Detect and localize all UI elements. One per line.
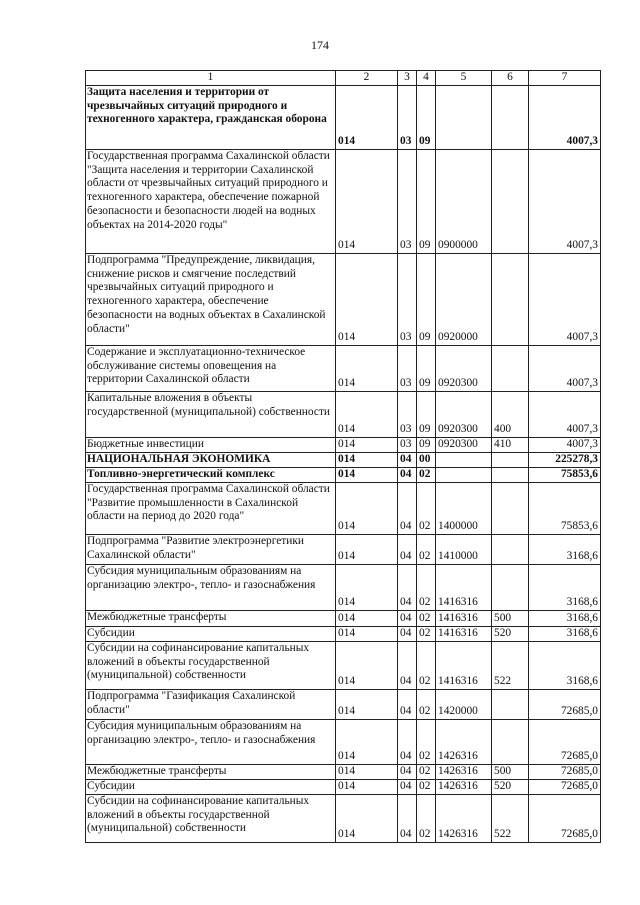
budget-table	[85, 70, 601, 843]
row-code-admin: 014	[336, 346, 398, 392]
row-subsection: 02	[417, 565, 436, 611]
table-row	[86, 392, 601, 438]
row-subsection: 02	[417, 627, 436, 642]
row-subsection: 02	[417, 642, 436, 690]
row-name: Субсидии на софинансирование капитальных вложений в объекты государственной (муниципальной) собственности	[86, 642, 336, 690]
row-section: 03	[398, 346, 417, 392]
row-name: Субсидии на софинансирование капитальных вложений в объекты государственной (муниципальной) собственности	[86, 795, 336, 843]
row-target: 1416316	[436, 642, 492, 690]
row-amount: 4007,3	[529, 346, 601, 392]
row-subsection: 02	[417, 720, 436, 765]
row-expense-type	[492, 453, 529, 468]
row-target: 1420000	[436, 690, 492, 720]
row-amount: 3168,6	[529, 611, 601, 627]
row-amount: 72685,0	[529, 780, 601, 795]
row-code-admin: 014	[336, 86, 398, 150]
row-amount: 4007,3	[529, 438, 601, 453]
row-code-admin: 014	[336, 438, 398, 453]
row-name: Капитальные вложения в объекты государственной (муниципальной) собственности	[86, 392, 336, 438]
col-header-1: 1	[86, 71, 336, 86]
row-target: 1416316	[436, 565, 492, 611]
row-name: Подпрограмма "Предупреждение, ликвидация, снижение рисков и смягчение последствий чрезвычайных ситуаций природного и техногенного характера, обеспечение безопасности на водных объектах в Сахалинской области"	[86, 254, 336, 346]
table-row	[86, 483, 601, 535]
row-code-admin: 014	[336, 150, 398, 254]
row-target: 0900000	[436, 150, 492, 254]
row-section: 03	[398, 254, 417, 346]
row-code-admin: 014	[336, 483, 398, 535]
row-section: 04	[398, 565, 417, 611]
row-expense-type: 520	[492, 780, 529, 795]
row-amount: 3168,6	[529, 535, 601, 565]
row-expense-type	[492, 720, 529, 765]
table-row	[86, 86, 601, 150]
row-amount: 3168,6	[529, 565, 601, 611]
row-subsection: 02	[417, 483, 436, 535]
table-row	[86, 611, 601, 627]
row-name: Субсидия муниципальным образованиям на организацию электро-, тепло- и газоснабжения	[86, 565, 336, 611]
table-row	[86, 346, 601, 392]
row-target	[436, 86, 492, 150]
row-name: Субсидии	[86, 780, 336, 795]
row-amount: 72685,0	[529, 690, 601, 720]
row-amount: 3168,6	[529, 627, 601, 642]
table-row	[86, 150, 601, 254]
row-target: 0920000	[436, 254, 492, 346]
row-section: 04	[398, 468, 417, 483]
row-amount: 4007,3	[529, 392, 601, 438]
table-row	[86, 254, 601, 346]
row-subsection: 09	[417, 392, 436, 438]
row-name: Подпрограмма "Газификация Сахалинской области"	[86, 690, 336, 720]
table-row	[86, 453, 601, 468]
header-row	[86, 71, 601, 86]
row-expense-type	[492, 468, 529, 483]
row-amount: 72685,0	[529, 795, 601, 843]
table-row	[86, 627, 601, 642]
row-section: 03	[398, 86, 417, 150]
row-section: 04	[398, 535, 417, 565]
table-row	[86, 438, 601, 453]
row-target	[436, 468, 492, 483]
table-row	[86, 468, 601, 483]
row-expense-type: 522	[492, 642, 529, 690]
row-name: Государственная программа Сахалинской области "Защита населения и территории Сахалинской области от чрезвычайных ситуаций природного и техногенного характера, обеспечение пожарной безопасности и безопасности людей на водных объектах на 2014-2020 годы"	[86, 150, 336, 254]
row-section: 04	[398, 795, 417, 843]
row-name: Подпрограмма "Развитие электроэнергетики Сахалинской области"	[86, 535, 336, 565]
row-name: Межбюджетные трансферты	[86, 765, 336, 780]
row-expense-type: 522	[492, 795, 529, 843]
col-header-4: 4	[417, 71, 436, 86]
row-section: 04	[398, 453, 417, 468]
row-expense-type: 520	[492, 627, 529, 642]
table-row	[86, 780, 601, 795]
row-section: 03	[398, 392, 417, 438]
row-name: Содержание и эксплуатационно-техническое обслуживание системы оповещения на территории Сахалинской области	[86, 346, 336, 392]
col-header-7: 7	[529, 71, 601, 86]
row-subsection: 02	[417, 780, 436, 795]
row-expense-type: 500	[492, 765, 529, 780]
col-header-6: 6	[492, 71, 529, 86]
row-amount: 72685,0	[529, 720, 601, 765]
row-code-admin: 014	[336, 535, 398, 565]
row-subsection: 02	[417, 468, 436, 483]
row-subsection: 02	[417, 795, 436, 843]
row-expense-type	[492, 150, 529, 254]
row-section: 04	[398, 642, 417, 690]
row-section: 04	[398, 483, 417, 535]
row-name: Государственная программа Сахалинской области "Развитие промышленности в Сахалинской области на период до 2020 года"	[86, 483, 336, 535]
row-target: 1416316	[436, 627, 492, 642]
table-row	[86, 765, 601, 780]
table-row	[86, 535, 601, 565]
row-subsection: 09	[417, 438, 436, 453]
row-code-admin: 014	[336, 254, 398, 346]
row-section: 04	[398, 780, 417, 795]
row-subsection: 09	[417, 86, 436, 150]
row-code-admin: 014	[336, 453, 398, 468]
row-subsection: 02	[417, 765, 436, 780]
table-row	[86, 642, 601, 690]
row-expense-type	[492, 483, 529, 535]
row-section: 03	[398, 438, 417, 453]
row-code-admin: 014	[336, 468, 398, 483]
row-expense-type	[492, 254, 529, 346]
row-code-admin: 014	[336, 780, 398, 795]
row-subsection: 09	[417, 254, 436, 346]
row-section: 04	[398, 720, 417, 765]
row-name: Защита населения и территории от чрезвычайных ситуаций природного и техногенного характера, гражданская оборона	[86, 86, 336, 150]
row-amount: 4007,3	[529, 86, 601, 150]
col-header-5: 5	[436, 71, 492, 86]
row-name: Межбюджетные трансферты	[86, 611, 336, 627]
row-target: 1410000	[436, 535, 492, 565]
row-section: 04	[398, 765, 417, 780]
row-code-admin: 014	[336, 795, 398, 843]
row-amount: 225278,3	[529, 453, 601, 468]
row-section: 03	[398, 150, 417, 254]
row-target: 0920300	[436, 438, 492, 453]
row-code-admin: 014	[336, 392, 398, 438]
row-target	[436, 453, 492, 468]
row-code-admin: 014	[336, 720, 398, 765]
row-target: 1400000	[436, 483, 492, 535]
row-amount: 4007,3	[529, 150, 601, 254]
row-subsection: 09	[417, 346, 436, 392]
row-target: 1426316	[436, 765, 492, 780]
row-code-admin: 014	[336, 565, 398, 611]
row-section: 04	[398, 611, 417, 627]
row-name: Субсидии	[86, 627, 336, 642]
row-code-admin: 014	[336, 611, 398, 627]
row-amount: 3168,6	[529, 642, 601, 690]
row-name: Бюджетные инвестиции	[86, 438, 336, 453]
row-name: Субсидия муниципальным образованиям на организацию электро-, тепло- и газоснабжения	[86, 720, 336, 765]
row-code-admin: 014	[336, 627, 398, 642]
row-subsection: 09	[417, 150, 436, 254]
row-amount: 75853,6	[529, 468, 601, 483]
row-target: 1416316	[436, 611, 492, 627]
row-code-admin: 014	[336, 690, 398, 720]
page-number: 174	[311, 38, 329, 52]
row-target: 1426316	[436, 720, 492, 765]
row-expense-type	[492, 86, 529, 150]
row-section: 04	[398, 627, 417, 642]
row-expense-type	[492, 346, 529, 392]
row-name: Топливно-энергетический комплекс	[86, 468, 336, 483]
row-expense-type	[492, 535, 529, 565]
row-subsection: 02	[417, 611, 436, 627]
table-row	[86, 565, 601, 611]
row-amount: 72685,0	[529, 765, 601, 780]
row-expense-type: 410	[492, 438, 529, 453]
row-target: 1426316	[436, 795, 492, 843]
row-expense-type	[492, 690, 529, 720]
table-row	[86, 720, 601, 765]
row-name: НАЦИОНАЛЬНАЯ ЭКОНОМИКА	[86, 453, 336, 468]
row-amount: 75853,6	[529, 483, 601, 535]
row-expense-type: 500	[492, 611, 529, 627]
row-amount: 4007,3	[529, 254, 601, 346]
row-code-admin: 014	[336, 642, 398, 690]
row-target: 0920300	[436, 392, 492, 438]
row-target: 0920300	[436, 346, 492, 392]
row-target: 1426316	[436, 780, 492, 795]
row-subsection: 00	[417, 453, 436, 468]
col-header-2: 2	[336, 71, 398, 86]
row-expense-type: 400	[492, 392, 529, 438]
row-code-admin: 014	[336, 765, 398, 780]
table-row	[86, 690, 601, 720]
row-section: 04	[398, 690, 417, 720]
col-header-3: 3	[398, 71, 417, 86]
row-subsection: 02	[417, 535, 436, 565]
table-row	[86, 795, 601, 843]
row-subsection: 02	[417, 690, 436, 720]
row-expense-type	[492, 565, 529, 611]
